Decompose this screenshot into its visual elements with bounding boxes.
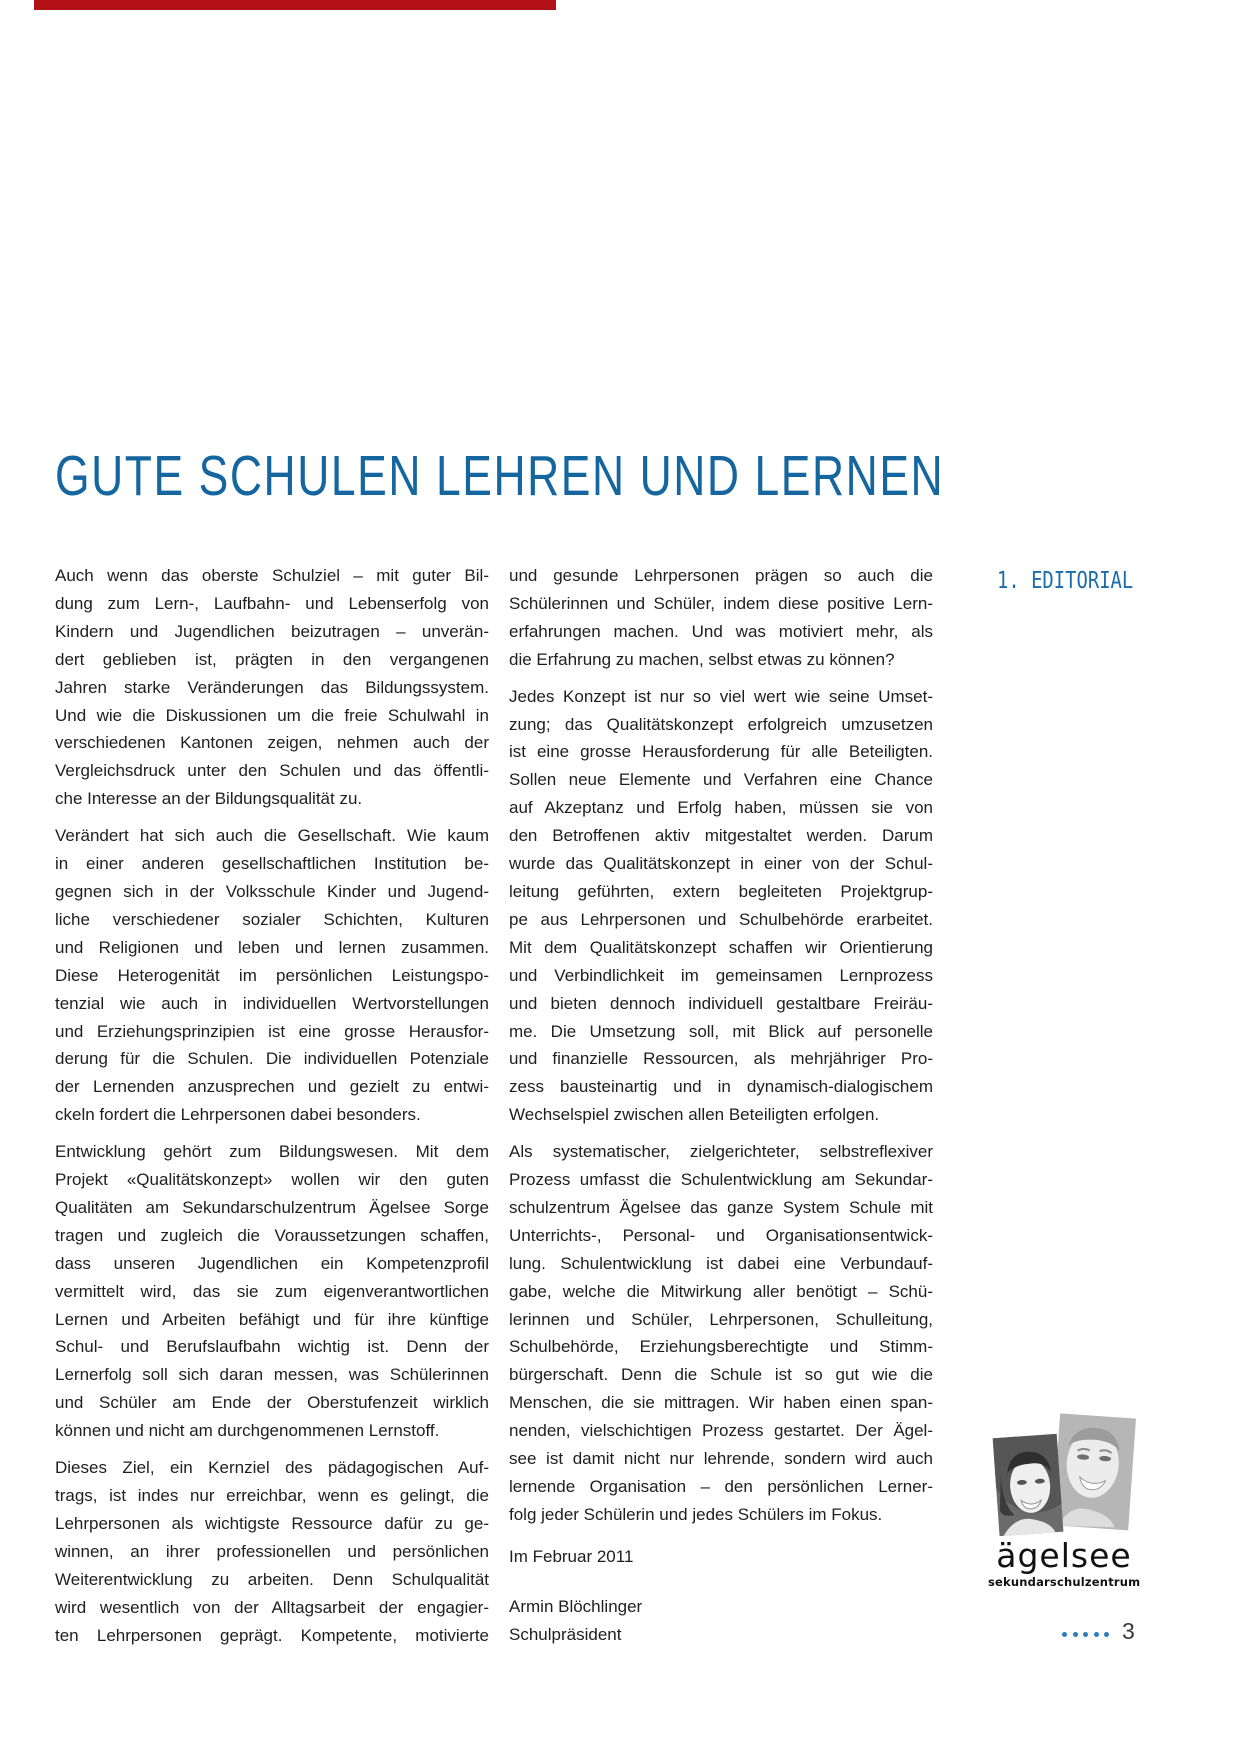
text-line: die Erfahrung zu machen, selbst etwas zu können? <box>509 649 895 669</box>
text-line: Prozess umfasst die Schulentwicklung am Sekundar- <box>509 1170 933 1190</box>
text-line: und Erziehungsprinzipien ist eine grosse Herausfor- <box>55 1021 489 1041</box>
text-line: Wechselspiel zwischen allen Beteiligten erfolgen. <box>509 1105 880 1125</box>
text-line: Kindern und Jugendlichen beizutragen – unverän- <box>55 621 489 641</box>
text-line: Schulbehörde, Erziehungsberechtigte und Stimm- <box>509 1337 933 1357</box>
text-line: tragen und zugleich die Voraussetzungen schaffen, <box>55 1225 489 1245</box>
text-line: me. Die Umsetzung soll, mit Blick auf personelle <box>509 1021 933 1041</box>
footer-dot <box>1062 1632 1067 1637</box>
text-line: Projekt «Qualitätskonzept» wollen wir den guten <box>55 1170 489 1190</box>
footer-dot <box>1073 1632 1078 1637</box>
paragraph <box>55 562 489 813</box>
text-line: ten Lehrpersonen geprägt. Kompetente, motivierte <box>55 1625 489 1645</box>
text-line: dass unseren Jugendlichen ein Kompetenzprofil <box>55 1253 489 1273</box>
text-line: Als systematischer, zielgerichteter, selbstreflexiver <box>509 1142 933 1162</box>
text-line: Unterrichts-, Personal- und Organisationsentwick- <box>509 1225 933 1245</box>
text-line: können und nicht am durchgenommenen Lernstoff. <box>55 1421 440 1441</box>
paragraph <box>509 1138 933 1529</box>
text-line: wurde das Qualitätskonzept in einer von der Schul- <box>509 854 933 874</box>
text-line: Weiterentwicklung zu arbeiten. Denn Schulqualität <box>55 1569 489 1589</box>
text-line: und Religionen und leben und lernen zusammen. <box>55 937 489 957</box>
text-line: tenzial wie auch in individuellen Wertvorstellungen <box>55 993 489 1013</box>
text-line: dert geblieben ist, prägten in den vergangenen <box>55 649 489 669</box>
text-line: und finanzielle Ressourcen, als mehrjähriger Pro- <box>509 1049 933 1069</box>
text-line: che Interesse an der Bildungsqualität zu. <box>55 789 363 809</box>
text-line: bürgerschaft. Denn die Schule ist so gut wie die <box>509 1365 933 1385</box>
text-line: leitung geführten, extern begleiteten Projektgrup- <box>509 881 933 901</box>
text-line: Jahren starke Veränderungen das Bildungssystem. <box>55 677 489 697</box>
footer-dot <box>1104 1632 1109 1637</box>
text-column-left <box>55 562 489 1649</box>
text-line: folg jeder Schülerin und jedes Schülers im Fokus. <box>509 1504 883 1524</box>
text-line: und bieten dennoch individuell gestaltbare Freiräu- <box>509 993 933 1013</box>
page-title: GUTE SCHULEN LEHREN UND LERNEN <box>55 444 945 509</box>
paragraph <box>509 562 933 674</box>
text-line: schulzentrum Ägelsee das ganze System Schule mit <box>509 1197 933 1217</box>
text-line: auf Akzeptanz und Erfolg haben, müssen sie von <box>509 798 933 818</box>
text-line: Verändert hat sich auch die Gesellschaft. Wie kaum <box>55 826 489 846</box>
text-line: und gesunde Lehrpersonen prägen so auch die <box>509 566 933 585</box>
text-line: see ist damit nicht nur lehrende, sondern wird auch <box>509 1449 933 1469</box>
signature-role: Schulpräsident <box>509 1624 622 1644</box>
text-line: Jedes Konzept ist nur so viel wert wie seine Umset- <box>509 686 933 706</box>
text-line: winnen, an ihrer professionellen und persönlichen <box>55 1541 489 1561</box>
paragraph <box>55 1138 489 1445</box>
text-line: trags, ist indes nur erreichbar, wenn es gelingt, die <box>55 1486 489 1505</box>
school-logo <box>988 1412 1140 1589</box>
text-line: Schul- und Berufslaufbahn wichtig ist. Denn der <box>55 1337 489 1357</box>
logo-wordmark: ägelsee <box>996 1536 1132 1575</box>
text-line: Schülerinnen und Schüler, indem diese positive Lern- <box>509 593 933 613</box>
text-line: Lehrpersonen als wichtigste Ressource dafür zu ge- <box>55 1513 489 1533</box>
paragraph <box>509 683 933 1130</box>
section-label-editorial: 1. EDITORIAL <box>997 568 1134 594</box>
text-line: Und wie die Diskussionen um die freie Schulwahl in <box>55 705 489 725</box>
page-footer <box>1062 1618 1142 1644</box>
paragraph <box>55 822 489 1129</box>
text-line: vermittelt wird, das sie zum eigenverantwortlichen <box>55 1281 489 1301</box>
text-line: erfahrungen machen. Und was motiviert mehr, als <box>509 621 933 641</box>
text-line: ckeln fordert die Lehrpersonen dabei besonders. <box>55 1105 421 1125</box>
text-line: Qualitäten am Sekundarschulzentrum Ägelsee Sorge <box>55 1197 489 1217</box>
text-line: Diese Heterogenität im persönlichen Leistungspo- <box>55 965 489 985</box>
text-line: lerinnen und Schüler, Lehrpersonen, Schulleitung, <box>509 1309 933 1329</box>
text-line: gabe, welche die Mitwirkung aller benötigt – Schü- <box>509 1281 933 1301</box>
text-line: dung zum Lern-, Laufbahn- und Lebenserfolg von <box>55 593 489 613</box>
text-line: den Betroffenen aktiv mitgestaltet werden. Darum <box>509 826 933 846</box>
text-line: verschiedenen Kantonen zeigen, nehmen auch der <box>55 733 489 753</box>
text-line: Entwicklung gehört zum Bildungswesen. Mit dem <box>55 1142 489 1162</box>
text-line: in einer anderen gesellschaftlichen Institution be- <box>55 854 489 874</box>
logo-photos <box>988 1412 1140 1538</box>
text-line: wird wesentlich von der Alltagsarbeit der engagier- <box>55 1597 489 1617</box>
text-line: Dieses Ziel, ein Kernziel des pädagogischen Auf- <box>55 1458 489 1478</box>
paragraph <box>55 1454 489 1649</box>
text-line: Mit dem Qualitätskonzept schaffen wir Orientierung <box>509 937 933 957</box>
top-accent-bar <box>34 0 556 10</box>
text-line: lung. Schulentwicklung ist dabei eine Verbundauf- <box>509 1253 933 1273</box>
text-line: ist eine grosse Herausforderung für alle Beteiligten. <box>509 742 933 762</box>
logo-subtitle: sekundarschulzentrum <box>988 1575 1141 1589</box>
logo-photo-woman <box>993 1434 1064 1536</box>
text-line: zess bausteinartig und in dynamisch-dialogischem <box>509 1077 933 1097</box>
text-line: gegnen sich in der Volksschule Kinder und Jugend- <box>55 881 489 901</box>
text-line: Menschen, die sie mittragen. Wir haben einen span- <box>509 1393 933 1413</box>
footer-dot <box>1083 1632 1088 1637</box>
text-line: Lernen und Arbeiten befähigt und für ihre künftige <box>55 1309 489 1329</box>
text-line: pe aus Lehrpersonen und Schulbehörde erarbeitet. <box>509 909 933 929</box>
footer-dot <box>1094 1632 1099 1637</box>
text-line: liche verschiedener sozialer Schichten, Kulturen <box>55 909 489 929</box>
text-line: lernende Organisation – den persönlichen Lerner- <box>509 1477 933 1496</box>
footer-dots <box>1062 1632 1109 1637</box>
logo-photo-man <box>1052 1413 1136 1530</box>
text-line: und Verbindlichkeit im gemeinsamen Lernprozess <box>509 965 933 985</box>
signature-block <box>509 1593 933 1649</box>
page-number: 3 <box>1122 1618 1135 1644</box>
text-line: und Schüler am Ende der Oberstufenzeit wirklich <box>55 1393 489 1413</box>
text-column-right <box>509 562 933 1649</box>
text-line: Auch wenn das oberste Schulziel – mit guter Bil- <box>55 566 489 585</box>
text-line: Sollen neue Elemente und Verfahren eine Chance <box>509 770 933 790</box>
text-line: Vergleichsdruck unter den Schulen und das öffentli- <box>55 761 489 781</box>
date-line: Im Februar 2011 <box>509 1546 634 1566</box>
text-line: derung für die Schulen. Die individuellen Potenziale <box>55 1049 489 1069</box>
signature-name: Armin Blöchlinger <box>509 1596 643 1616</box>
text-line: nenden, vielschichtigen Prozess gestartet. Der Ägel- <box>509 1421 933 1441</box>
text-line: der Lernenden anzusprechen und gezielt zu entwi- <box>55 1077 489 1097</box>
text-line: Lernerfolg soll sich daran messen, was Schülerinnen <box>55 1365 489 1385</box>
text-line: zung; das Qualitätskonzept erfolgreich umzusetzen <box>509 714 933 734</box>
